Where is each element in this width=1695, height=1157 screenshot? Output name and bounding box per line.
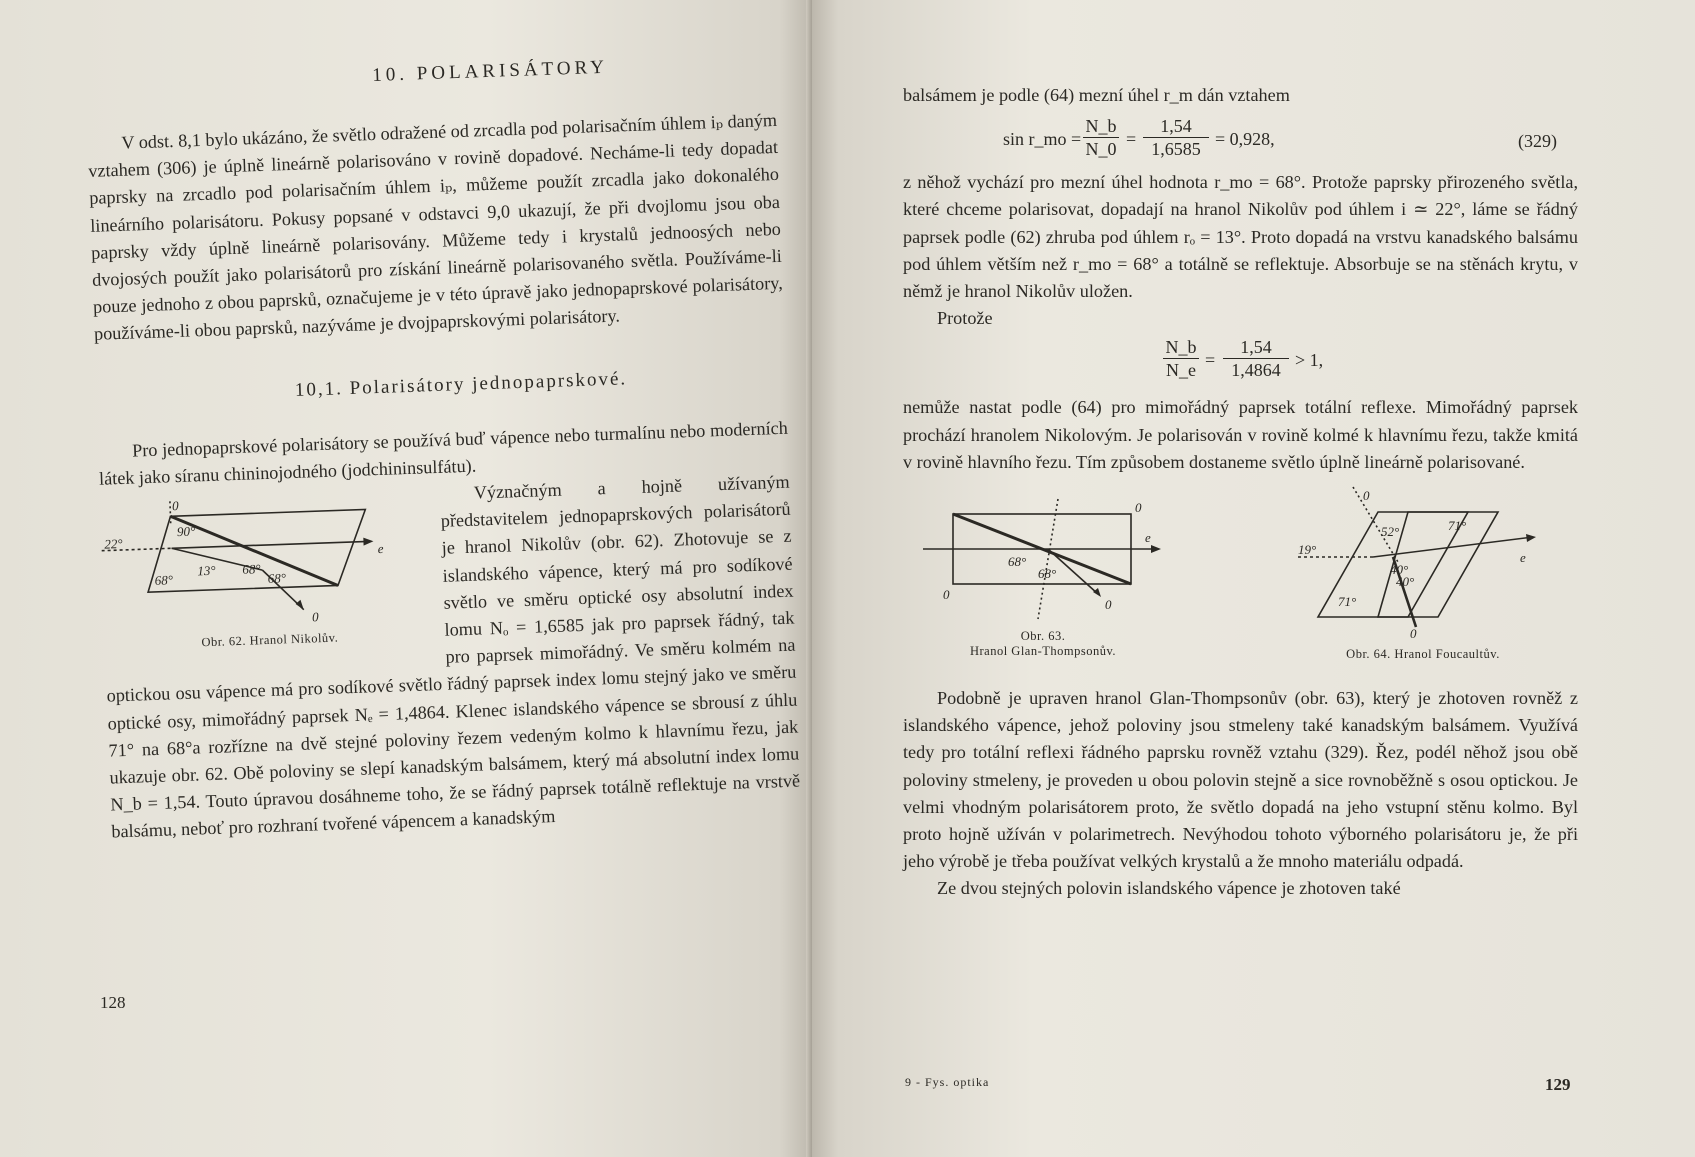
foucault-diagram [1298, 482, 1548, 642]
left-page-content [85, 51, 802, 846]
eq2-den2: 1,4864 [1231, 360, 1281, 381]
fig63-label-0b: 0 [943, 587, 950, 603]
fig64-label-19: 19° [1298, 542, 1317, 558]
footer-signature: 9 - Fys. optika [905, 1075, 990, 1089]
paragraph-last-line: Ze dvou stejných polovin islandského vápence je zhotoven také [937, 878, 1401, 899]
eq2-den1: N_e [1166, 360, 1196, 381]
glan-thompson-diagram [923, 494, 1163, 624]
fig62-label-e: e [377, 540, 384, 557]
page-number-right: 129 [1545, 1075, 1571, 1094]
equation-2 [903, 332, 1578, 394]
paragraph-glan-thompson: Podobně je upraven hranol Glan-Thompsonův (obr. 63), který je zhotoven rovněž z islandského vápence, jehož poloviny jsou stmeleny také kanadským balsámem. Využívá tedy pro totální reflexi řádného paprsku rovněž vztahu (329). Řez, podél něhož jsou obě poloviny stmeleny, je proveden u obou polovin stejně a sice rovnoběžně s osou optickou. Je velmi vhodným polarisátorem proto, že světlo dopadá na jeho vstupní stěnu kolmo. Byl proto hojně užíván v polarimetrech. Nevýhodou tohoto výborného polarisátoru je, že při jeho výrobě je třeba používat velkých krystalů a že mnoho materiálu odpadá. [903, 688, 1578, 872]
eq329-num2: 1,54 [1160, 116, 1192, 137]
fig63-label-0c: 0 [1105, 597, 1112, 613]
eq329-den2: 1,6585 [1151, 139, 1201, 160]
figure-62 [100, 487, 436, 668]
fig64-label-e: e [1520, 550, 1526, 566]
fig63-label-68b: 68° [1038, 566, 1057, 582]
eq329-lhs: sin r_mo = [1003, 129, 1082, 150]
paragraph-limit-angle: z něhož vychází pro mezní úhel hodnota r_mo = 68°. Protože paprsky přirozeného světla, které chceme polarisovat, dopadají na hranol Nikolův pod úhlem i ≃ 22°, láme se řádný paprsek podle (62) zhruba pod úhlem rₒ = 13°. Proto dopadá na vrstvu kanadského balsámu pod úhlem větším než r_mo = 68° a totálně se reflektuje. Absorbuje se na stěnách krytu, v němž je hranol Nikolův uložen. [903, 172, 1578, 302]
balsam-cut [170, 511, 338, 592]
eq329-den1: N_0 [1085, 139, 1117, 160]
figure-63 [923, 494, 1163, 659]
equation-329 [903, 109, 1578, 169]
eq329-equals: = [1126, 129, 1137, 150]
fig64-label-0b: 0 [1410, 626, 1417, 642]
fig63-label-68a: 68° [1008, 554, 1027, 570]
fig62-label-13: 13° [197, 562, 216, 579]
figure-64-caption: Obr. 64. Hranol Foucaultův. [1346, 647, 1500, 662]
eq329-number: (329) [1518, 131, 1557, 152]
eq2-equals: = [1205, 350, 1216, 371]
fig62-label-0b: 0 [311, 609, 319, 625]
fig62-label-68c: 68° [154, 572, 174, 588]
fig62-label-68a: 68° [242, 561, 261, 577]
figure-63-caption-2: Hranol Glan-Thompsonův. [969, 644, 1117, 659]
figure-62-caption: Obr. 62. Hranol Nikolův. [201, 630, 339, 650]
fig63-label-e: e [1145, 530, 1151, 546]
paragraph-extraordinary: nemůže nastat podle (64) pro mimořádný paprsek totální reflexe. Mimořádný paprsek prochází hranolem Nikolovým. Je polarisován v rovině kolmé k hlavnímu řezu, takže kmitá v rovině hlavního řezu. Tím způsobem dostaneme světlo úplně lineárně polarisované. [903, 397, 1578, 472]
fig62-label-22: 22° [104, 536, 123, 552]
fig62-label-0: 0 [171, 498, 179, 514]
right-page-content [903, 82, 1578, 903]
eq329-frac1 [1083, 115, 1119, 160]
eq329-frac2 [1143, 115, 1209, 160]
arrow-head [295, 600, 303, 610]
word-protoze: Protože [937, 308, 993, 329]
fig64-label-40b: 40° [1396, 574, 1415, 590]
paragraph-nicol: Význačným a hojně užívaným představitelem jednopaprskových polarisátorů je hranol Nikolův (obr. 62). Zhotovuje se z islandského vápence, který má pro sodíkové světlo ve směru optické osy absolutní index lomu Nₒ = 1,6585 jak pro paprsek řádný, tak pro paprsek mimořádný. Ve směru kolmém na optickou osu vápence má pro sodíkové světlo řádný paprsek index lomu stejný jako ve směru optické osy, mimořádný paprsek Nₑ = 1,4864. Klenec islandského vápence se sbrousí z úhlu 71° na 68°a rozřízne na dvě stejné poloviny řezem vedeným kolmo k hlavnímu řezu, jak ukazuje obr. 62. Obě poloviny se slepí kanadským balsámem, který má absolutní index lomu N_b = 1,54. Touto úpravou dosáhneme toho, že se řádný paprsek totálně reflektuje na vrstvě balsámu, neboť pro rozhraní tvořené vápencem a kanadským [106, 471, 801, 843]
figure-63-caption-1: Obr. 63. [1020, 629, 1066, 644]
eq2-num1: N_b [1165, 337, 1197, 358]
eq2-frac1 [1163, 336, 1199, 381]
eq329-rhs: = 0,928, [1215, 129, 1275, 150]
page-number-left: 128 [100, 993, 126, 1012]
fig62-label-68b: 68° [267, 570, 287, 586]
section-title: 10,1. Polarisátory jednopaprskové. [294, 367, 628, 401]
eq2-num2: 1,54 [1240, 337, 1272, 358]
fig64-label-71a: 71° [1448, 518, 1467, 534]
eq329-num1: N_b [1085, 116, 1117, 137]
figures-63-64 [903, 488, 1578, 669]
line-balsam: balsámem je podle (64) mezní úhel r_m dán vztahem [903, 85, 1290, 105]
nicol-prism-diagram [100, 487, 435, 638]
fig64-label-71b: 71° [1338, 594, 1357, 610]
eq2-rhs: > 1, [1295, 350, 1324, 371]
paragraph-single-beam: Pro jednopaprskové polarisátory se používá buď vápence nebo turmalínu nebo moderních látek jako síranu chininojodného (jodchininsulfátu). [98, 417, 789, 489]
left-page [0, 0, 812, 1157]
extraordinary-ray [172, 541, 372, 548]
paragraph-intro: V odst. 8,1 bylo ukázáno, že světlo odražené od zrcadla pod polarisačním úhlem iₚ daným vztahem (306) je úplně lineárně polarisováno v rovině dopadové. Necháme-li tedy dopadat paprsky na zrcadlo pod polarisačním úhlem iₚ, můžeme použít zrcadla jako dokonalého lineárního polarisátoru. Pokusy popsané v odstavci 9,0 ukazují, že při dvojlomu jsou oba paprsky vždy úplně lineárně polarisovány. Můžeme tedy i krystalů jednoosých nebo dvojosých použít jako polarisátorů pro získání lineárně polarisovaného světla. Používáme-li pouze jednoho z obou paprsků, označujeme je v této úpravě jako jednopaprskové polarisátory, používáme-li obou paprsků, nazýváme je dvojpaprskovými polarisátory. [88, 109, 784, 345]
extraordinary-ray [1373, 537, 1533, 557]
fig64-label-52: 52° [1381, 524, 1400, 540]
chapter-title: 10. POLARISÁTORY [371, 56, 609, 86]
fig62-label-90: 90° [176, 523, 196, 540]
fig63-label-0a: 0 [1135, 500, 1142, 516]
figure-64 [1298, 482, 1548, 662]
eq2-frac2 [1223, 336, 1289, 381]
fig64-label-0a: 0 [1363, 488, 1370, 504]
fig64-label-40a: 40° [1390, 562, 1409, 578]
